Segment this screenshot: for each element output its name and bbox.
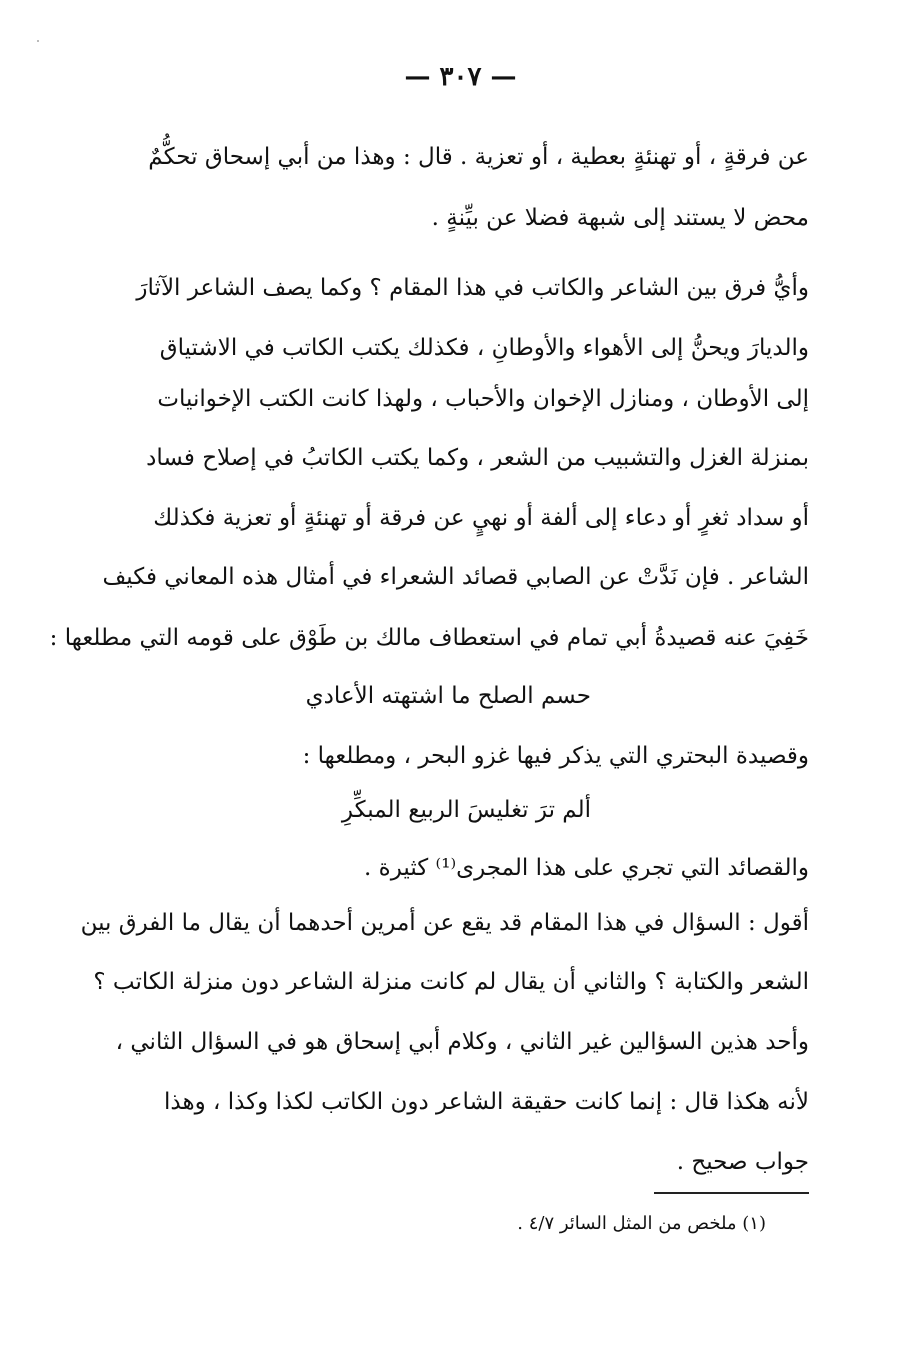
text-line-7: أو سداد ثغرٍ أو دعاء إلى ألفة أو نهيٍ عن فرقة أو تهنئةٍ أو تعزية فكذلك: [153, 505, 809, 531]
scan-speck: [37, 40, 39, 42]
page-number: — ٣٠٧ —: [404, 62, 517, 92]
text-line-16: جواب صحيح .: [676, 1149, 809, 1175]
text-line-4: والديارَ ويحنُّ إلى الأهواء والأوطانِ ، فكذلك يكتب الكاتب في الاشتياق: [159, 335, 809, 361]
text-line-2: محض لا يستند إلى شبهة فضلا عن بيِّنةٍ .: [431, 205, 809, 231]
text-line-10: وقصيدة البحتري التي يذكر فيها غزو البحر ، ومطلعها :: [302, 743, 809, 769]
text-line-14: وأحد هذين السؤالين غير الثاني ، وكلام أبي إسحاق هو في السؤال الثاني ،: [115, 1029, 809, 1055]
footnote-divider: [654, 1192, 809, 1194]
text-line-12: أقول : السؤال في هذا المقام قد يقع عن أمرين أحدهما أن يقال ما الفرق بين: [80, 910, 809, 936]
text-line-13: الشعر والكتابة ؟ والثاني أن يقال لم كانت منزلة الشاعر دون منزلة الكاتب ؟: [93, 969, 809, 995]
footnote: (١) ملخص من المثل السائر ٤/٧ .: [517, 1213, 766, 1234]
verse-line-2: ألم ترَ تغليسَ الربيع المبكِّرِ: [341, 797, 591, 823]
text-line-11: والقصائد التي تجري على هذا المجرى⁽¹⁾ كثيرة .: [364, 855, 809, 881]
text-line-15: لأنه هكذا قال : إنما كانت حقيقة الشاعر دون الكاتب لكذا وكذا ، وهذا: [164, 1089, 809, 1115]
text-line-3: وأيُّ فرق بين الشاعر والكاتب في هذا المقام ؟ وكما يصف الشاعر الآثارَ: [136, 275, 809, 301]
text-line-9: خَفِيَ عنه قصيدةُ أبي تمام في استعطاف مالك بن طَوْق على قومه التي مطلعها :: [49, 625, 809, 651]
text-line-6: بمنزلة الغزل والتشبيب من الشعر ، وكما يكتب الكاتبُ في إصلاح فساد: [146, 445, 809, 471]
text-line-5: إلى الأوطان ، ومنازل الإخوان والأحباب ، ولهذا كانت الكتب الإخوانيات: [157, 386, 809, 412]
text-line-8: الشاعر . فإن نَدَّتْ عن الصابي قصائد الشعراء في أمثال هذه المعاني فكيف: [102, 564, 809, 590]
verse-line-1: حسم الصلح ما اشتهته الأعادي: [305, 683, 591, 709]
text-line-1: عن فرقةٍ ، أو تهنئةٍ بعطية ، أو تعزية . قال : وهذا من أبي إسحاق تحكُّمٌ: [148, 144, 809, 170]
